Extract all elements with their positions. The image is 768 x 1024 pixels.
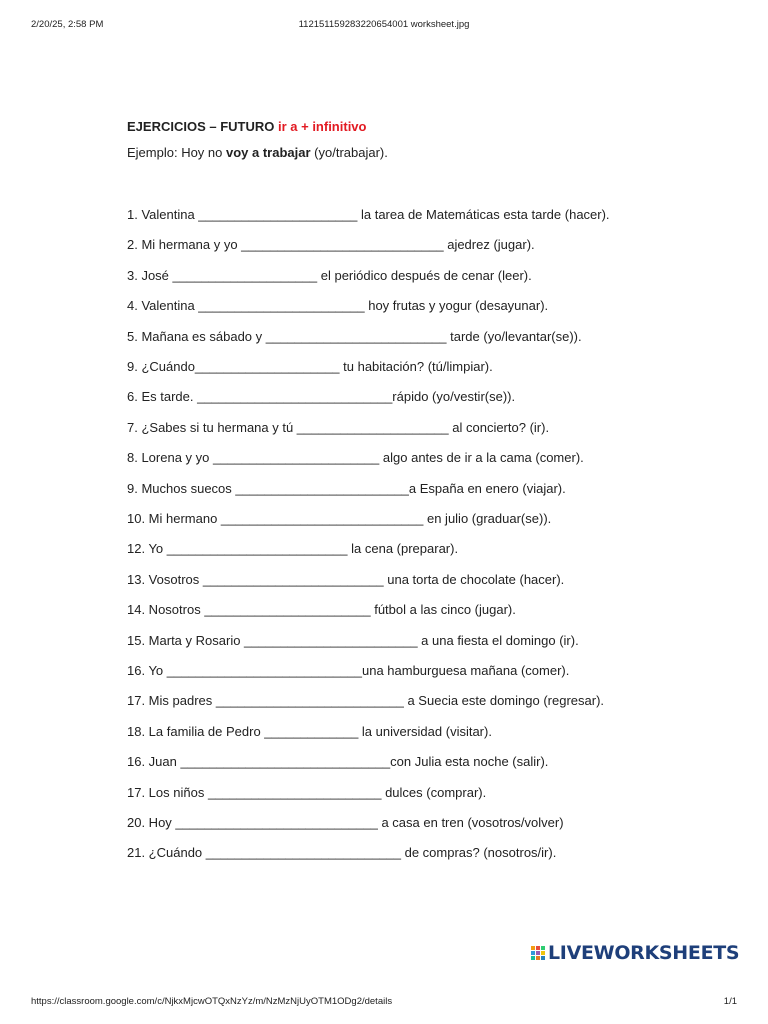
page-url: https://classroom.google.com/c/NjkxMjcwOTQxNzYz/m/NzMzNjUyOTM1ODg2/details [31,996,393,1007]
title-main: EJERCICIOS – FUTURO [127,119,275,134]
liveworksheets-logo [531,942,739,964]
title-accent: ir a + infinitivo [277,119,367,134]
exercise-item: 16. Yo ___________________________una hamburguesa mañana (comer). [127,663,570,678]
exercise-item: 15. Marta y Rosario ________________________ a una fiesta el domingo (ir). [127,632,579,648]
exercise-item: 14. Nosotros _______________________ fútbol a las cinco (jugar). [127,602,516,618]
exercise-item: 9. ¿Cuándo____________________ tu habitación? (tú/limpiar). [127,359,493,374]
print-date: 2/20/25, 2:58 PM [31,19,104,30]
exercise-item: 4. Valentina _______________________ hoy frutas y yogur (desayunar). [127,298,549,314]
example-bold: voy a trabajar [226,145,311,160]
page-number: 1/1 [723,996,737,1007]
exercise-item: 20. Hoy ____________________________ a casa en tren (vosotros/volver) [127,815,564,830]
exercise-item: 17. Los niños ________________________ dulces (comprar). [127,784,487,800]
worksheet-title [127,119,366,134]
exercise-item: 6. Es tarde. ___________________________rápido (yo/vestir(se)). [127,389,516,405]
exercise-item: 16. Juan _____________________________con Julia esta noche (salir). [127,754,549,770]
exercise-item: 5. Mañana es sábado y _________________________ tarde (yo/levantar(se)). [127,328,582,344]
exercise-item: 17. Mis padres __________________________ a Suecia este domingo (regresar). [127,693,605,709]
logo-text: LIVEWORKSHEETS [548,942,740,964]
exercise-item: 13. Vosotros _________________________ una torta de chocolate (hacer). [127,571,565,587]
print-filename: 1121511592832206540​01 worksheet.jpg [298,19,470,30]
exercise-item: 7. ¿Sabes si tu hermana y tú _____________________ al concierto? (ir). [127,419,550,435]
exercise-item: 18. La familia de Pedro _____________ la universidad (visitar). [127,723,492,739]
example-line [127,145,388,160]
exercise-item: 12. Yo _________________________ la cena (preparar). [127,541,459,557]
liveworksheets-grid-icon [531,946,546,961]
exercise-item: 21. ¿Cuándo ___________________________ de compras? (nosotros/ir). [127,845,557,861]
exercise-item: 2. Mi hermana y yo ____________________________ ajedrez (jugar). [127,237,535,253]
exercise-item: 9. Muchos suecos ________________________a España en enero (viajar). [127,480,566,496]
exercise-item: 8. Lorena y yo _______________________ algo antes de ir a la cama (comer). [127,450,584,466]
exercise-item: 10. Mi hermano ____________________________ en julio (graduar(se)). [127,511,552,526]
example-prefix: Ejemplo: Hoy no [127,145,226,160]
exercise-item: 1. Valentina ______________________ la tarea de Matemáticas esta tarde (hacer). [127,207,610,222]
exercise-item: 3. José ____________________ el periódico después de cenar (leer). [127,267,532,283]
example-suffix: (yo/trabajar). [310,145,388,160]
